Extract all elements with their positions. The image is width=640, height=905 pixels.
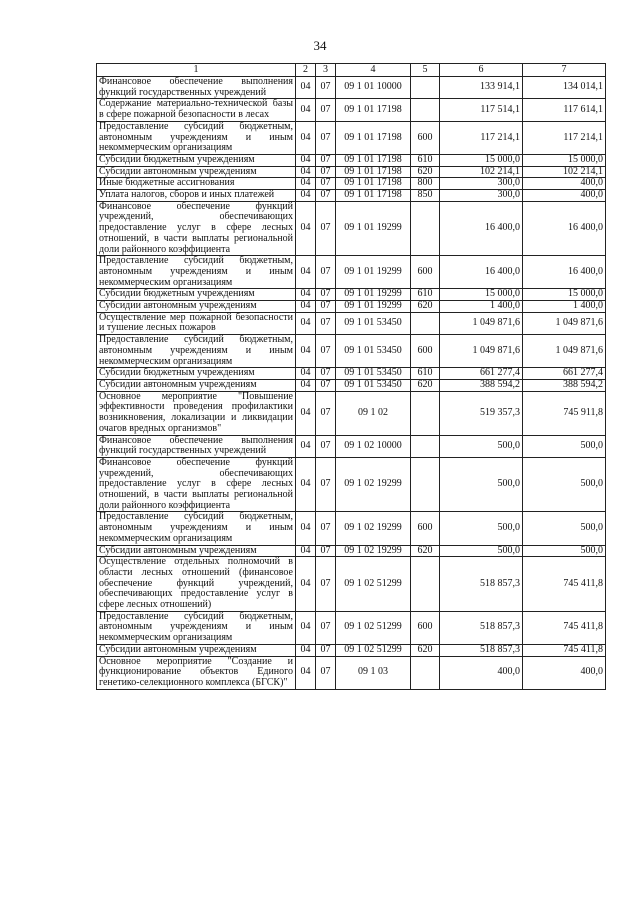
column-header: 5 — [411, 64, 440, 77]
row-name-cell: Осуществление отдельных полномочий в области лесных отношений (финансовое обеспечение функций учреждений, обеспечивающих предоставление услуг в сфере лесных отношений) — [97, 557, 296, 612]
subsection-code-cell: 07 — [316, 256, 336, 289]
amount-col7-cell: 500,0 — [523, 512, 606, 545]
section-code-cell: 04 — [296, 289, 316, 301]
section-code-cell: 04 — [296, 312, 316, 334]
table-row — [97, 312, 606, 334]
table-row — [97, 301, 606, 313]
expense-type-cell — [411, 557, 440, 612]
amount-col6-cell: 500,0 — [440, 435, 523, 457]
subsection-code-cell: 07 — [316, 457, 336, 512]
amount-col7-cell: 500,0 — [523, 545, 606, 557]
column-header: 6 — [440, 64, 523, 77]
table-row — [97, 121, 606, 154]
section-code-cell: 04 — [296, 154, 316, 166]
section-code-cell: 04 — [296, 557, 316, 612]
amount-col7-cell: 1 400,0 — [523, 301, 606, 313]
amount-col7-cell: 400,0 — [523, 656, 606, 689]
amount-col7-cell: 1 049 871,6 — [523, 312, 606, 334]
amount-col7-cell: 661 277,4 — [523, 368, 606, 380]
target-article-cell: 09 1 01 53450 — [336, 312, 411, 334]
target-article-cell: 09 1 01 53450 — [336, 368, 411, 380]
amount-col6-cell: 661 277,4 — [440, 368, 523, 380]
table-row — [97, 656, 606, 689]
expense-type-cell — [411, 656, 440, 689]
expense-type-cell: 620 — [411, 644, 440, 656]
expense-type-cell: 600 — [411, 611, 440, 644]
amount-col6-cell: 300,0 — [440, 178, 523, 190]
table-row — [97, 611, 606, 644]
amount-col7-cell: 16 400,0 — [523, 201, 606, 256]
expense-type-cell — [411, 457, 440, 512]
target-article-cell: 09 1 02 51299 — [336, 644, 411, 656]
amount-col7-cell: 134 014,1 — [523, 77, 606, 99]
expense-type-cell: 800 — [411, 178, 440, 190]
target-article-cell: 09 1 01 19299 — [336, 289, 411, 301]
row-name-cell: Финансовое обеспечение выполнения функций государственных учреждений — [97, 435, 296, 457]
table-row — [97, 435, 606, 457]
target-article-cell: 09 1 01 53450 — [336, 335, 411, 368]
amount-col6-cell: 1 049 871,6 — [440, 312, 523, 334]
amount-col7-cell: 500,0 — [523, 435, 606, 457]
amount-col7-cell: 117 214,1 — [523, 121, 606, 154]
section-code-cell: 04 — [296, 644, 316, 656]
subsection-code-cell: 07 — [316, 379, 336, 391]
amount-col7-cell: 745 411,8 — [523, 611, 606, 644]
subsection-code-cell: 07 — [316, 312, 336, 334]
subsection-code-cell: 07 — [316, 391, 336, 435]
target-article-cell: 09 1 01 17198 — [336, 154, 411, 166]
subsection-code-cell: 07 — [316, 557, 336, 612]
amount-col7-cell: 15 000,0 — [523, 154, 606, 166]
target-article-cell: 09 1 02 10000 — [336, 435, 411, 457]
target-article-cell: 09 1 01 17198 — [336, 99, 411, 121]
row-name-cell: Иные бюджетные ассигнования — [97, 178, 296, 190]
target-article-cell: 09 1 02 — [336, 391, 411, 435]
section-code-cell: 04 — [296, 190, 316, 202]
row-name-cell: Предоставление субсидий бюджетным, автономным учреждениям и иным некоммерческим организациям — [97, 335, 296, 368]
subsection-code-cell: 07 — [316, 201, 336, 256]
row-name-cell: Субсидии автономным учреждениям — [97, 379, 296, 391]
table-row — [97, 99, 606, 121]
amount-col7-cell: 400,0 — [523, 190, 606, 202]
amount-col6-cell: 15 000,0 — [440, 289, 523, 301]
section-code-cell: 04 — [296, 457, 316, 512]
table-row — [97, 166, 606, 178]
target-article-cell: 09 1 02 19299 — [336, 545, 411, 557]
expense-type-cell: 610 — [411, 368, 440, 380]
column-header: 2 — [296, 64, 316, 77]
expense-type-cell: 600 — [411, 121, 440, 154]
subsection-code-cell: 07 — [316, 166, 336, 178]
table-body — [97, 77, 606, 690]
subsection-code-cell: 07 — [316, 99, 336, 121]
target-article-cell: 09 1 02 19299 — [336, 457, 411, 512]
row-name-cell: Содержание материально-технической базы в сфере пожарной безопасности в лесах — [97, 99, 296, 121]
target-article-cell: 09 1 02 51299 — [336, 557, 411, 612]
section-code-cell: 04 — [296, 391, 316, 435]
subsection-code-cell: 07 — [316, 335, 336, 368]
subsection-code-cell: 07 — [316, 644, 336, 656]
table-row — [97, 557, 606, 612]
section-code-cell: 04 — [296, 201, 316, 256]
row-name-cell: Осуществление мер пожарной безопасности и тушение лесных пожаров — [97, 312, 296, 334]
row-name-cell: Предоставление субсидий бюджетным, автономным учреждениям и иным некоммерческим организациям — [97, 512, 296, 545]
column-header: 1 — [97, 64, 296, 77]
expense-type-cell: 600 — [411, 335, 440, 368]
amount-col6-cell: 102 214,1 — [440, 166, 523, 178]
row-name-cell: Предоставление субсидий бюджетным, автономным учреждениям и иным некоммерческим организациям — [97, 121, 296, 154]
table-row — [97, 154, 606, 166]
expense-type-cell — [411, 312, 440, 334]
column-header: 4 — [336, 64, 411, 77]
amount-col6-cell: 117 214,1 — [440, 121, 523, 154]
expense-type-cell — [411, 391, 440, 435]
expense-type-cell — [411, 77, 440, 99]
budget-table — [96, 63, 606, 690]
subsection-code-cell: 07 — [316, 368, 336, 380]
row-name-cell: Основное мероприятие "Повышение эффективности проведения профилактики возникновения, локализации и ликвидации очагов вредных организмов" — [97, 391, 296, 435]
amount-col6-cell: 400,0 — [440, 656, 523, 689]
amount-col6-cell: 133 914,1 — [440, 77, 523, 99]
subsection-code-cell: 07 — [316, 301, 336, 313]
amount-col6-cell: 500,0 — [440, 512, 523, 545]
subsection-code-cell: 07 — [316, 611, 336, 644]
subsection-code-cell: 07 — [316, 435, 336, 457]
section-code-cell: 04 — [296, 611, 316, 644]
expense-type-cell: 620 — [411, 166, 440, 178]
amount-col7-cell: 745 911,8 — [523, 391, 606, 435]
column-header: 3 — [316, 64, 336, 77]
table-row — [97, 457, 606, 512]
amount-col6-cell: 1 049 871,6 — [440, 335, 523, 368]
target-article-cell: 09 1 01 17198 — [336, 190, 411, 202]
target-article-cell: 09 1 01 53450 — [336, 379, 411, 391]
section-code-cell: 04 — [296, 435, 316, 457]
row-name-cell: Основное мероприятие "Создание и функционирование объектов Единого генетико-селекционного комплекса (БГСК)" — [97, 656, 296, 689]
section-code-cell: 04 — [296, 656, 316, 689]
amount-col7-cell: 400,0 — [523, 178, 606, 190]
section-code-cell: 04 — [296, 99, 316, 121]
table-row — [97, 289, 606, 301]
column-header: 7 — [523, 64, 606, 77]
section-code-cell: 04 — [296, 121, 316, 154]
target-article-cell: 09 1 03 — [336, 656, 411, 689]
target-article-cell: 09 1 01 17198 — [336, 178, 411, 190]
expense-type-cell — [411, 201, 440, 256]
expense-type-cell: 610 — [411, 289, 440, 301]
amount-col6-cell: 500,0 — [440, 457, 523, 512]
amount-col6-cell: 519 357,3 — [440, 391, 523, 435]
subsection-code-cell: 07 — [316, 77, 336, 99]
amount-col7-cell: 388 594,2 — [523, 379, 606, 391]
row-name-cell: Субсидии бюджетным учреждениям — [97, 154, 296, 166]
table-row — [97, 545, 606, 557]
row-name-cell: Финансовое обеспечение выполнения функций государственных учреждений — [97, 77, 296, 99]
page-number: 34 — [313, 38, 327, 53]
section-code-cell: 04 — [296, 166, 316, 178]
amount-col7-cell: 500,0 — [523, 457, 606, 512]
row-name-cell: Предоставление субсидий бюджетным, автономным учреждениям и иным некоммерческим организациям — [97, 611, 296, 644]
table-row — [97, 77, 606, 99]
target-article-cell: 09 1 01 19299 — [336, 301, 411, 313]
expense-type-cell: 620 — [411, 301, 440, 313]
section-code-cell: 04 — [296, 335, 316, 368]
amount-col7-cell: 745 411,8 — [523, 644, 606, 656]
amount-col6-cell: 518 857,3 — [440, 557, 523, 612]
amount-col6-cell: 16 400,0 — [440, 201, 523, 256]
expense-type-cell: 850 — [411, 190, 440, 202]
subsection-code-cell: 07 — [316, 512, 336, 545]
table-row — [97, 256, 606, 289]
table-row — [97, 391, 606, 435]
expense-type-cell: 600 — [411, 256, 440, 289]
row-name-cell: Субсидии автономным учреждениям — [97, 301, 296, 313]
section-code-cell: 04 — [296, 301, 316, 313]
subsection-code-cell: 07 — [316, 154, 336, 166]
amount-col7-cell: 15 000,0 — [523, 289, 606, 301]
target-article-cell: 09 1 01 19299 — [336, 201, 411, 256]
amount-col6-cell: 1 400,0 — [440, 301, 523, 313]
amount-col6-cell: 388 594,2 — [440, 379, 523, 391]
amount-col6-cell: 518 857,3 — [440, 644, 523, 656]
table-row — [97, 512, 606, 545]
table-row — [97, 644, 606, 656]
section-code-cell: 04 — [296, 379, 316, 391]
row-name-cell: Субсидии автономным учреждениям — [97, 166, 296, 178]
section-code-cell: 04 — [296, 512, 316, 545]
amount-col6-cell: 117 514,1 — [440, 99, 523, 121]
target-article-cell: 09 1 02 19299 — [336, 512, 411, 545]
section-code-cell: 04 — [296, 77, 316, 99]
subsection-code-cell: 07 — [316, 656, 336, 689]
row-name-cell: Уплата налогов, сборов и иных платежей — [97, 190, 296, 202]
subsection-code-cell: 07 — [316, 121, 336, 154]
amount-col7-cell: 102 214,1 — [523, 166, 606, 178]
row-name-cell: Предоставление субсидий бюджетным, автономным учреждениям и иным некоммерческим организациям — [97, 256, 296, 289]
target-article-cell: 09 1 02 51299 — [336, 611, 411, 644]
target-article-cell: 09 1 01 19299 — [336, 256, 411, 289]
expense-type-cell: 610 — [411, 154, 440, 166]
expense-type-cell: 600 — [411, 512, 440, 545]
row-name-cell: Субсидии бюджетным учреждениям — [97, 368, 296, 380]
section-code-cell: 04 — [296, 256, 316, 289]
amount-col6-cell: 300,0 — [440, 190, 523, 202]
amount-col6-cell: 518 857,3 — [440, 611, 523, 644]
amount-col6-cell: 16 400,0 — [440, 256, 523, 289]
row-name-cell: Финансовое обеспечение функций учреждений, обеспечивающих предоставление услуг в сфере лесных отношений, в части выплаты региональной доли районного коэффициента — [97, 201, 296, 256]
expense-type-cell: 620 — [411, 379, 440, 391]
subsection-code-cell: 07 — [316, 545, 336, 557]
amount-col6-cell: 500,0 — [440, 545, 523, 557]
subsection-code-cell: 07 — [316, 289, 336, 301]
target-article-cell: 09 1 01 17198 — [336, 121, 411, 154]
expense-type-cell — [411, 435, 440, 457]
row-name-cell: Субсидии бюджетным учреждениям — [97, 289, 296, 301]
subsection-code-cell: 07 — [316, 190, 336, 202]
amount-col7-cell: 117 614,1 — [523, 99, 606, 121]
row-name-cell: Финансовое обеспечение функций учреждений, обеспечивающих предоставление услуг в сфере лесных отношений, в части выплаты региональной доли районного коэффициента — [97, 457, 296, 512]
table-row — [97, 190, 606, 202]
expense-type-cell: 620 — [411, 545, 440, 557]
table-row — [97, 368, 606, 380]
target-article-cell: 09 1 01 10000 — [336, 77, 411, 99]
row-name-cell: Субсидии автономным учреждениям — [97, 644, 296, 656]
subsection-code-cell: 07 — [316, 178, 336, 190]
section-code-cell: 04 — [296, 545, 316, 557]
amount-col7-cell: 16 400,0 — [523, 256, 606, 289]
table-row — [97, 201, 606, 256]
expense-type-cell — [411, 99, 440, 121]
table-header-row — [97, 64, 606, 77]
amount-col7-cell: 745 411,8 — [523, 557, 606, 612]
section-code-cell: 04 — [296, 178, 316, 190]
table-row — [97, 335, 606, 368]
table-row — [97, 178, 606, 190]
row-name-cell: Субсидии автономным учреждениям — [97, 545, 296, 557]
amount-col7-cell: 1 049 871,6 — [523, 335, 606, 368]
section-code-cell: 04 — [296, 368, 316, 380]
amount-col6-cell: 15 000,0 — [440, 154, 523, 166]
table-row — [97, 379, 606, 391]
target-article-cell: 09 1 01 17198 — [336, 166, 411, 178]
